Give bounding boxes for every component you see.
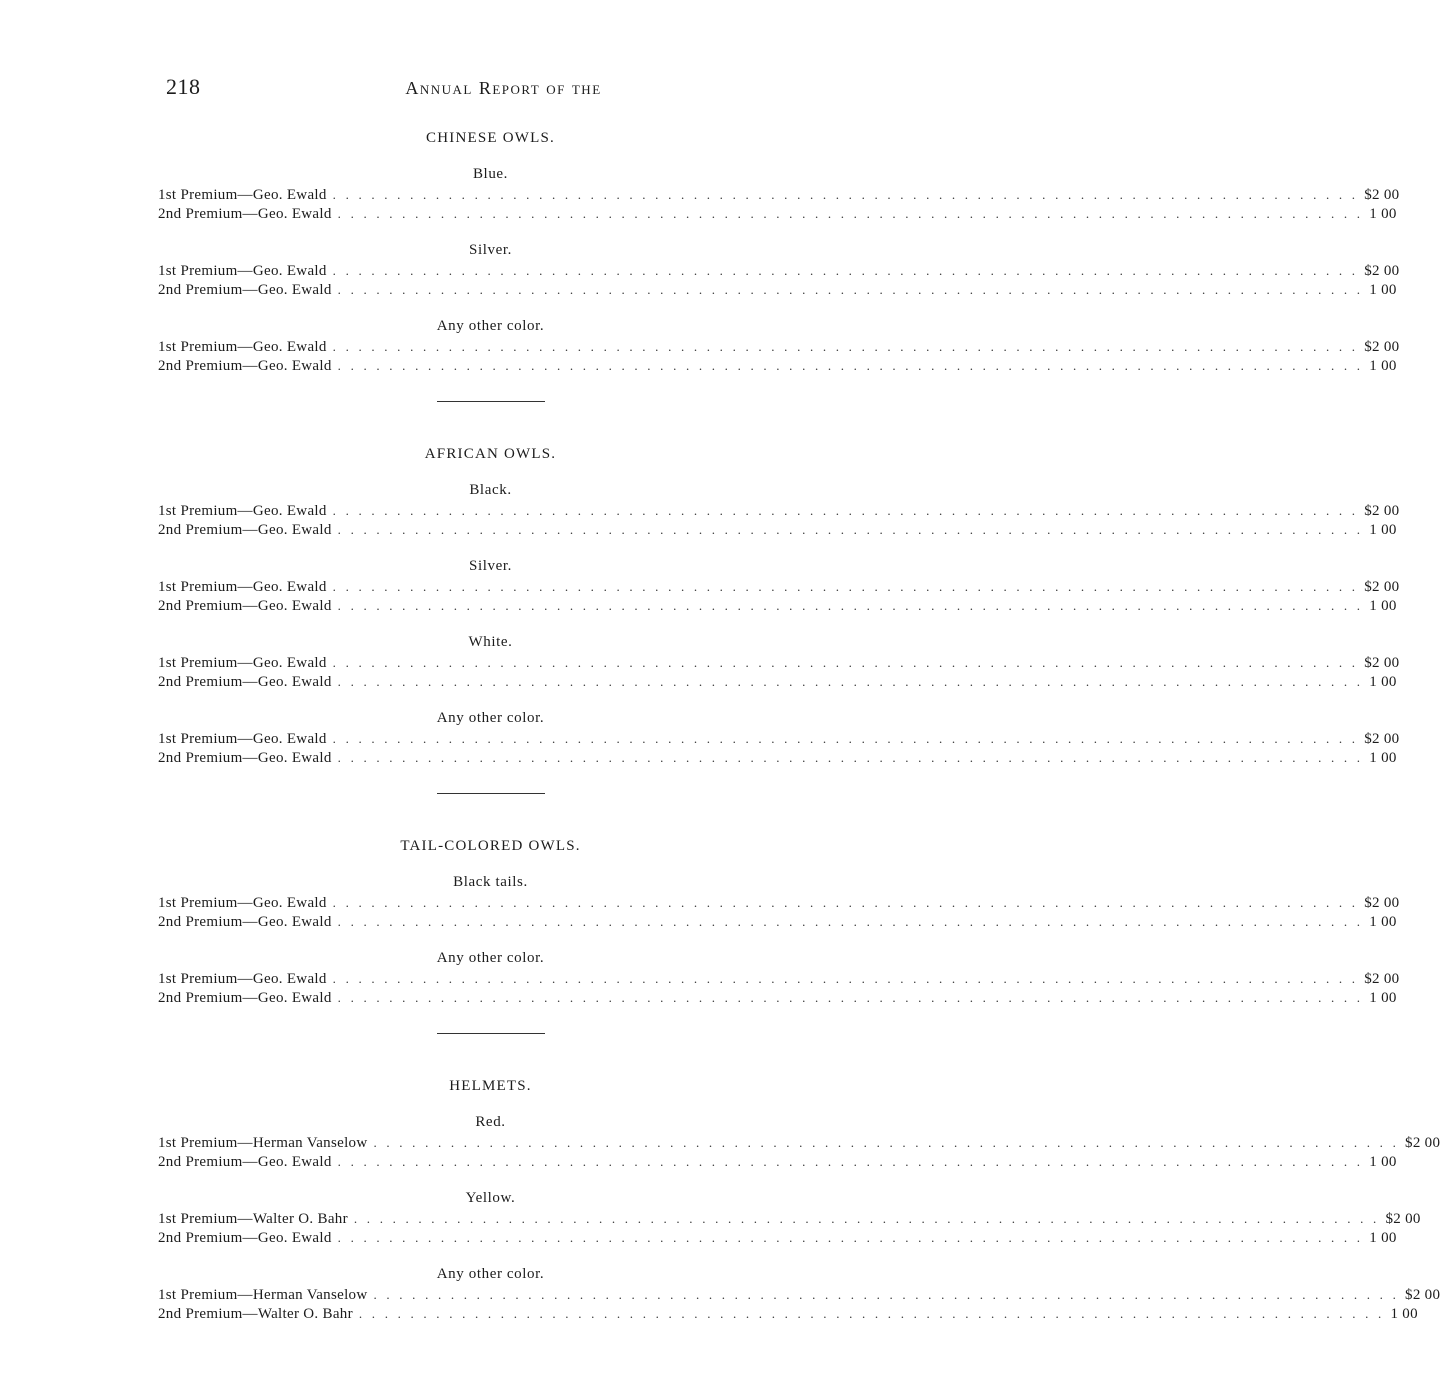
section-title: AFRICAN OWLS. bbox=[424, 446, 557, 462]
category-title: Red. bbox=[475, 1114, 506, 1130]
dot-leader: . . . . . . . . . . . . . . . . . . . . . . . . . . . . . . . . . . . . . . . . . . . . . . . . . . . . . . . . . . . . . . . . . . . . . . . . . . . . . . . . bbox=[337, 990, 1364, 1005]
premium-label: 1st Premium—Geo. Ewald bbox=[158, 263, 327, 279]
premium-row bbox=[158, 1133, 1440, 1152]
dot-leader: . . . . . . . . . . . . . . . . . . . . . . . . . . . . . . . . . . . . . . . . . . . . . . . . . . . . . . . . . . . . . . . . . . . . . . . . . . . . . . . . bbox=[332, 579, 1359, 594]
premium-label: 2nd Premium—Geo. Ewald bbox=[158, 990, 332, 1006]
category-group bbox=[158, 164, 1400, 223]
section bbox=[158, 836, 1400, 1007]
premium-row bbox=[158, 356, 1397, 375]
premium-amount: 1 00 bbox=[1369, 358, 1397, 374]
premium-row bbox=[158, 1285, 1440, 1304]
category-group bbox=[158, 1264, 1440, 1323]
dot-leader: . . . . . . . . . . . . . . . . . . . . . . . . . . . . . . . . . . . . . . . . . . . . . . . . . . . . . . . . . . . . . . . . . . . . . . . . . . . . . . . . bbox=[353, 1211, 1380, 1226]
premium-label: 1st Premium—Herman Vanselow bbox=[158, 1135, 368, 1151]
category-group bbox=[158, 948, 1400, 1007]
premium-label: 1st Premium—Geo. Ewald bbox=[158, 655, 327, 671]
category-group bbox=[158, 556, 1400, 615]
category-group bbox=[158, 480, 1400, 539]
dot-leader: . . . . . . . . . . . . . . . . . . . . . . . . . . . . . . . . . . . . . . . . . . . . . . . . . . . . . . . . . . . . . . . . . . . . . . . . . . . . . . . . bbox=[332, 971, 1359, 986]
category-group bbox=[158, 708, 1400, 767]
category-group bbox=[158, 632, 1400, 691]
premium-label: 2nd Premium—Walter O. Bahr bbox=[158, 1306, 353, 1322]
premium-list bbox=[158, 128, 1440, 1349]
category-title: Any other color. bbox=[436, 950, 545, 966]
category-title: Any other color. bbox=[436, 1266, 545, 1282]
premium-label: 1st Premium—Geo. Ewald bbox=[158, 503, 327, 519]
premium-amount: $2 00 bbox=[1364, 339, 1400, 355]
section bbox=[158, 1076, 1440, 1323]
category-group bbox=[158, 872, 1400, 931]
category-title: Any other color. bbox=[436, 318, 545, 334]
section-title: HELMETS. bbox=[449, 1078, 532, 1094]
category-group bbox=[158, 1112, 1440, 1171]
section-title: TAIL-COLORED OWLS. bbox=[400, 838, 581, 854]
premium-label: 1st Premium—Geo. Ewald bbox=[158, 339, 327, 355]
section bbox=[158, 128, 1400, 375]
section-divider bbox=[437, 793, 545, 794]
dot-leader: . . . . . . . . . . . . . . . . . . . . . . . . . . . . . . . . . . . . . . . . . . . . . . . . . . . . . . . . . . . . . . . . . . . . . . . . . . . . . . . . bbox=[337, 1230, 1364, 1245]
premium-row bbox=[158, 185, 1400, 204]
premium-amount: $2 00 bbox=[1405, 1135, 1440, 1151]
dot-leader: . . . . . . . . . . . . . . . . . . . . . . . . . . . . . . . . . . . . . . . . . . . . . . . . . . . . . . . . . . . . . . . . . . . . . . . . . . . . . . . . bbox=[337, 914, 1364, 929]
dot-leader: . . . . . . . . . . . . . . . . . . . . . . . . . . . . . . . . . . . . . . . . . . . . . . . . . . . . . . . . . . . . . . . . . . . . . . . . . . . . . . . . bbox=[337, 1154, 1364, 1169]
premium-label: 1st Premium—Geo. Ewald bbox=[158, 895, 327, 911]
page-header bbox=[166, 72, 821, 106]
premium-amount: 1 00 bbox=[1369, 750, 1397, 766]
dot-leader: . . . . . . . . . . . . . . . . . . . . . . . . . . . . . . . . . . . . . . . . . . . . . . . . . . . . . . . . . . . . . . . . . . . . . . . . . . . . . . . . bbox=[332, 895, 1359, 910]
dot-leader: . . . . . . . . . . . . . . . . . . . . . . . . . . . . . . . . . . . . . . . . . . . . . . . . . . . . . . . . . . . . . . . . . . . . . . . . . . . . . . . . bbox=[373, 1135, 1400, 1150]
premium-row bbox=[158, 1209, 1421, 1228]
category-title: Yellow. bbox=[465, 1190, 516, 1206]
category-title: Blue. bbox=[472, 166, 509, 182]
category-group bbox=[158, 316, 1400, 375]
dot-leader: . . . . . . . . . . . . . . . . . . . . . . . . . . . . . . . . . . . . . . . . . . . . . . . . . . . . . . . . . . . . . . . . . . . . . . . . . . . . . . . . bbox=[332, 503, 1359, 518]
section bbox=[158, 444, 1400, 767]
category-title: Any other color. bbox=[436, 710, 545, 726]
premium-amount: $2 00 bbox=[1364, 503, 1400, 519]
dot-leader: . . . . . . . . . . . . . . . . . . . . . . . . . . . . . . . . . . . . . . . . . . . . . . . . . . . . . . . . . . . . . . . . . . . . . . . . . . . . . . . . bbox=[337, 598, 1364, 613]
dot-leader: . . . . . . . . . . . . . . . . . . . . . . . . . . . . . . . . . . . . . . . . . . . . . . . . . . . . . . . . . . . . . . . . . . . . . . . . . . . . . . . . bbox=[373, 1287, 1400, 1302]
premium-label: 2nd Premium—Geo. Ewald bbox=[158, 914, 332, 930]
premium-label: 2nd Premium—Geo. Ewald bbox=[158, 750, 332, 766]
dot-leader: . . . . . . . . . . . . . . . . . . . . . . . . . . . . . . . . . . . . . . . . . . . . . . . . . . . . . . . . . . . . . . . . . . . . . . . . . . . . . . . . bbox=[332, 655, 1359, 670]
premium-amount: $2 00 bbox=[1364, 655, 1400, 671]
premium-row bbox=[158, 1152, 1397, 1171]
premium-amount: 1 00 bbox=[1369, 206, 1397, 222]
category-title: Silver. bbox=[469, 558, 512, 574]
premium-amount: 1 00 bbox=[1369, 674, 1397, 690]
premium-amount: 1 00 bbox=[1369, 522, 1397, 538]
premium-amount: $2 00 bbox=[1364, 187, 1400, 203]
premium-amount: $2 00 bbox=[1364, 971, 1400, 987]
premium-amount: $2 00 bbox=[1364, 579, 1400, 595]
premium-row bbox=[158, 577, 1400, 596]
premium-amount: $2 00 bbox=[1364, 263, 1400, 279]
premium-amount: 1 00 bbox=[1369, 990, 1397, 1006]
premium-amount: 1 00 bbox=[1369, 914, 1397, 930]
premium-row bbox=[158, 672, 1397, 691]
premium-row bbox=[158, 653, 1400, 672]
premium-row bbox=[158, 520, 1397, 539]
premium-row bbox=[158, 501, 1400, 520]
premium-amount: 1 00 bbox=[1369, 1230, 1397, 1246]
section-divider bbox=[437, 401, 545, 402]
running-head: Annual Report of the bbox=[405, 78, 602, 98]
premium-amount: $2 00 bbox=[1385, 1211, 1421, 1227]
premium-row bbox=[158, 729, 1400, 748]
dot-leader: . . . . . . . . . . . . . . . . . . . . . . . . . . . . . . . . . . . . . . . . . . . . . . . . . . . . . . . . . . . . . . . . . . . . . . . . . . . . . . . . bbox=[337, 206, 1364, 221]
premium-label: 1st Premium—Geo. Ewald bbox=[158, 971, 327, 987]
category-group bbox=[158, 240, 1400, 299]
section-title: CHINESE OWLS. bbox=[426, 130, 555, 146]
premium-row bbox=[158, 596, 1397, 615]
premium-row bbox=[158, 969, 1400, 988]
premium-label: 1st Premium—Geo. Ewald bbox=[158, 187, 327, 203]
premium-label: 1st Premium—Walter O. Bahr bbox=[158, 1211, 348, 1227]
premium-label: 2nd Premium—Geo. Ewald bbox=[158, 522, 332, 538]
dot-leader: . . . . . . . . . . . . . . . . . . . . . . . . . . . . . . . . . . . . . . . . . . . . . . . . . . . . . . . . . . . . . . . . . . . . . . . . . . . . . . . . bbox=[358, 1306, 1385, 1321]
category-title: White. bbox=[468, 634, 513, 650]
premium-label: 1st Premium—Herman Vanselow bbox=[158, 1287, 368, 1303]
premium-label: 2nd Premium—Geo. Ewald bbox=[158, 1230, 332, 1246]
premium-row bbox=[158, 893, 1400, 912]
dot-leader: . . . . . . . . . . . . . . . . . . . . . . . . . . . . . . . . . . . . . . . . . . . . . . . . . . . . . . . . . . . . . . . . . . . . . . . . . . . . . . . . bbox=[337, 522, 1364, 537]
category-group bbox=[158, 1188, 1421, 1247]
premium-row bbox=[158, 988, 1397, 1007]
premium-label: 1st Premium—Geo. Ewald bbox=[158, 731, 327, 747]
premium-amount: $2 00 bbox=[1405, 1287, 1440, 1303]
premium-row bbox=[158, 748, 1397, 767]
premium-row bbox=[158, 280, 1397, 299]
premium-amount: 1 00 bbox=[1369, 282, 1397, 298]
premium-label: 2nd Premium—Geo. Ewald bbox=[158, 206, 332, 222]
premium-label: 2nd Premium—Geo. Ewald bbox=[158, 674, 332, 690]
premium-amount: 1 00 bbox=[1369, 1154, 1397, 1170]
section-divider bbox=[437, 1033, 545, 1034]
premium-row bbox=[158, 912, 1397, 931]
premium-label: 2nd Premium—Geo. Ewald bbox=[158, 282, 332, 298]
dot-leader: . . . . . . . . . . . . . . . . . . . . . . . . . . . . . . . . . . . . . . . . . . . . . . . . . . . . . . . . . . . . . . . . . . . . . . . . . . . . . . . . bbox=[332, 263, 1359, 278]
premium-label: 2nd Premium—Geo. Ewald bbox=[158, 598, 332, 614]
category-title: Black. bbox=[469, 482, 512, 498]
premium-label: 1st Premium—Geo. Ewald bbox=[158, 579, 327, 595]
dot-leader: . . . . . . . . . . . . . . . . . . . . . . . . . . . . . . . . . . . . . . . . . . . . . . . . . . . . . . . . . . . . . . . . . . . . . . . . . . . . . . . . bbox=[332, 339, 1359, 354]
dot-leader: . . . . . . . . . . . . . . . . . . . . . . . . . . . . . . . . . . . . . . . . . . . . . . . . . . . . . . . . . . . . . . . . . . . . . . . . . . . . . . . . bbox=[337, 750, 1364, 765]
premium-label: 2nd Premium—Geo. Ewald bbox=[158, 1154, 332, 1170]
premium-row bbox=[158, 1228, 1397, 1247]
premium-amount: 1 00 bbox=[1369, 598, 1397, 614]
premium-amount: $2 00 bbox=[1364, 731, 1400, 747]
category-title: Black tails. bbox=[453, 874, 528, 890]
dot-leader: . . . . . . . . . . . . . . . . . . . . . . . . . . . . . . . . . . . . . . . . . . . . . . . . . . . . . . . . . . . . . . . . . . . . . . . . . . . . . . . . bbox=[332, 731, 1359, 746]
category-title: Silver. bbox=[469, 242, 512, 258]
premium-row bbox=[158, 1304, 1418, 1323]
premium-amount: 1 00 bbox=[1390, 1306, 1418, 1322]
premium-label: 2nd Premium—Geo. Ewald bbox=[158, 358, 332, 374]
premium-row bbox=[158, 261, 1400, 280]
dot-leader: . . . . . . . . . . . . . . . . . . . . . . . . . . . . . . . . . . . . . . . . . . . . . . . . . . . . . . . . . . . . . . . . . . . . . . . . . . . . . . . . bbox=[332, 187, 1359, 202]
page-number: 218 bbox=[166, 74, 201, 99]
premium-amount: $2 00 bbox=[1364, 895, 1400, 911]
premium-row bbox=[158, 204, 1397, 223]
dot-leader: . . . . . . . . . . . . . . . . . . . . . . . . . . . . . . . . . . . . . . . . . . . . . . . . . . . . . . . . . . . . . . . . . . . . . . . . . . . . . . . . bbox=[337, 282, 1364, 297]
dot-leader: . . . . . . . . . . . . . . . . . . . . . . . . . . . . . . . . . . . . . . . . . . . . . . . . . . . . . . . . . . . . . . . . . . . . . . . . . . . . . . . . bbox=[337, 674, 1364, 689]
premium-row bbox=[158, 337, 1400, 356]
dot-leader: . . . . . . . . . . . . . . . . . . . . . . . . . . . . . . . . . . . . . . . . . . . . . . . . . . . . . . . . . . . . . . . . . . . . . . . . . . . . . . . . bbox=[337, 358, 1364, 373]
